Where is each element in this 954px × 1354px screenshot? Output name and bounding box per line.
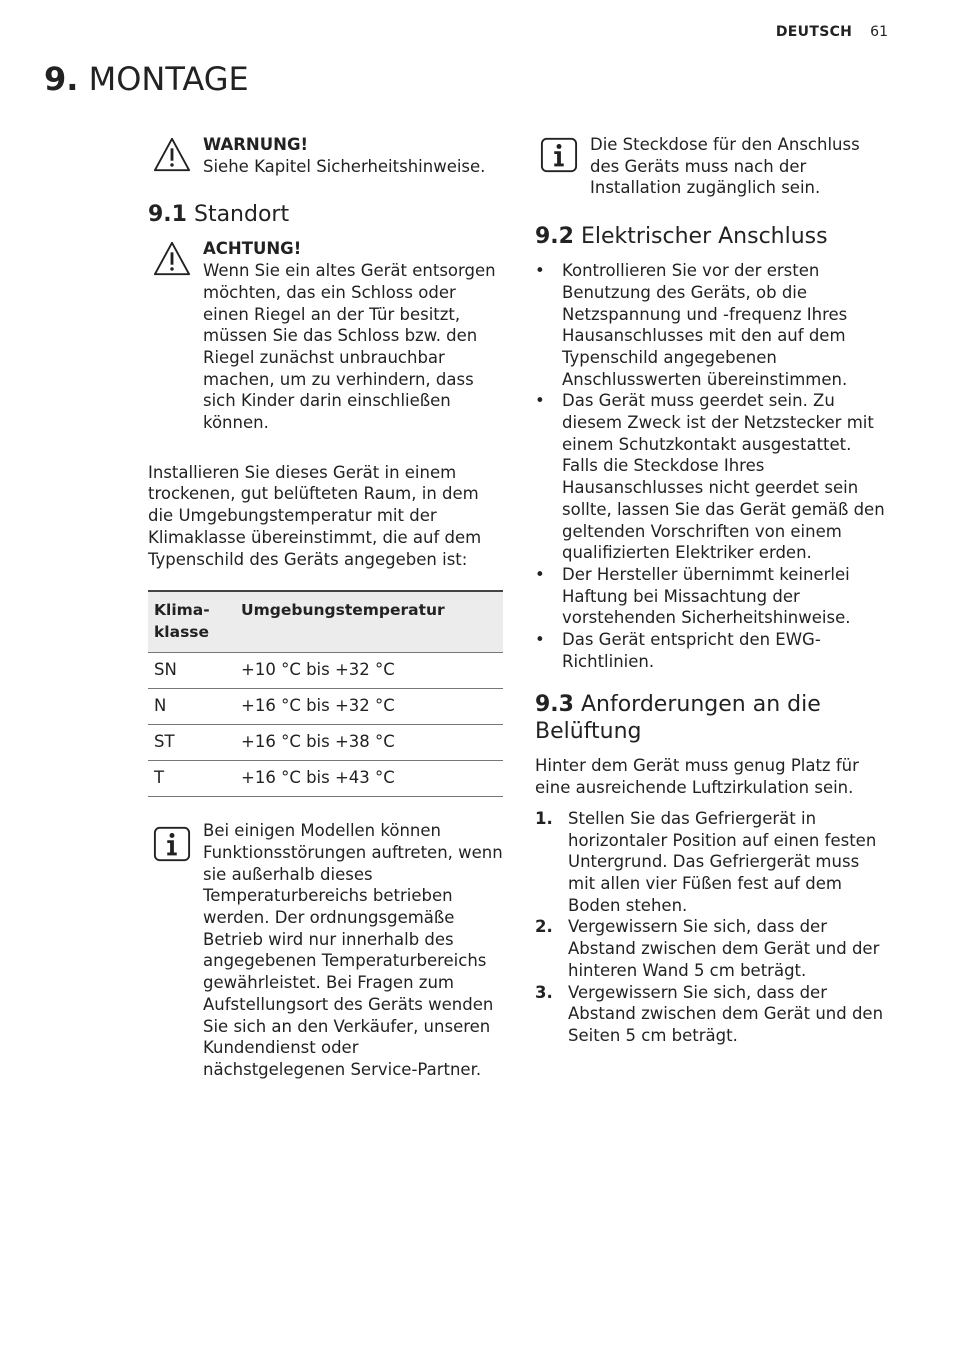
table-cell-class: SN <box>148 653 235 689</box>
step-number: 2. <box>535 917 553 937</box>
info-icon <box>540 136 578 174</box>
table-cell-temperature: +16 °C bis +38 °C <box>235 725 503 761</box>
step-text: Vergewissern Sie sich, dass der Abstand zwischen dem Gerät und den Seiten 5 cm beträgt. <box>568 982 884 1045</box>
step-number: 3. <box>535 982 553 1002</box>
table-cell-temperature: +16 °C bis +32 °C <box>235 689 503 725</box>
bullet-dot: • <box>535 630 545 650</box>
list-item-text: Das Gerät muss geerdet sein. Zu diesem Zweck ist der Netzstecker mit einem Schutzkontakt ausgestattet. Falls die Steckdose Ihres Hausanschlusses nicht geerdet sein sollte, lassen Sie das Gerät gemäß den geltenden Vorschriften von einem qualifizierten Elektriker erden. <box>562 391 885 563</box>
standort-intro: Installieren Sie dieses Gerät in einem trockenen, gut belüfteten Raum, in dem die Umgebungstemperatur mit der Klimaklasse übereinstimmt, die auf dem Typenschild des Geräts angegeben ist: <box>148 462 482 569</box>
section-title: Elektrischer Anschluss <box>580 224 828 250</box>
ventilation-intro: Hinter dem Gerät muss genug Platz für eine ausreichende Luftzirkulation sein. <box>535 756 859 798</box>
table-row <box>148 689 503 725</box>
step-number: 1. <box>535 808 553 828</box>
step-text: Stellen Sie das Gefriergerät in horizontaler Position auf einen festen Untergrund. Das Gefriergerät muss mit allen vier Füßen fest auf dem Boden stehen. <box>568 808 877 915</box>
info-text-temperature: Bei einigen Modellen können Funktionsstörungen auftreten, wenn sie außerhalb dieses Temperaturbereichs betrieben werden. Der ordnungsgemäße Betrieb wird nur innerhalb des angegebenen Temperaturbereichs gewährleistet. Bei Fragen zum Aufstellungsort des Geräts wenden Sie sich an den Verkäufer, unseren Kundendienst oder nächstgelegenen Service-Partner. <box>203 821 503 1079</box>
table-row <box>148 725 503 761</box>
section-title: Standort <box>193 202 290 228</box>
caution-notice <box>148 238 503 433</box>
list-item-text: Der Hersteller übernimmt keinerlei Haftung bei Missachtung der vorstehenden Sicherheitshinweise. <box>562 564 851 628</box>
bullet-dot: • <box>535 391 545 411</box>
left-column <box>148 134 503 1101</box>
section-number: 9.2 <box>535 224 574 250</box>
header-language: DEUTSCH <box>775 24 853 40</box>
warning-triangle-icon <box>153 136 191 174</box>
section-number: 9.3 <box>535 692 574 718</box>
list-item-text: Das Gerät entspricht den EWG-Richtlinien. <box>562 630 821 671</box>
bullet-dot: • <box>535 564 545 584</box>
warning-notice <box>148 134 503 177</box>
list-item <box>535 982 887 1047</box>
section-number: 9.1 <box>148 202 187 228</box>
right-column <box>535 134 887 1047</box>
page-header <box>776 24 888 40</box>
list-item <box>535 808 887 917</box>
section-heading-9-3 <box>535 691 887 745</box>
table-row <box>148 653 503 689</box>
table-cell-class: N <box>148 689 235 725</box>
step-text: Vergewissern Sie sich, dass der Abstand zwischen dem Gerät und der hinteren Wand 5 cm beträgt. <box>568 917 880 980</box>
climate-class-table <box>148 590 503 797</box>
section-heading-9-1 <box>148 201 503 228</box>
list-item <box>535 390 887 564</box>
caution-title: ACHTUNG! <box>203 239 302 259</box>
ventilation-steps-list <box>535 808 887 1047</box>
list-item <box>535 564 887 629</box>
table-cell-temperature: +10 °C bis +32 °C <box>235 653 503 689</box>
info-notice-socket <box>535 134 887 199</box>
section-title: Anforderungen an die Belüftung <box>535 692 821 745</box>
table-cell-class: ST <box>148 725 235 761</box>
caution-text: Wenn Sie ein altes Gerät entsorgen möchten, das ein Schloss oder einen Riegel an der Tür besitzt, müssen Sie das Schloss bzw. den Riegel zunächst unbrauchbar machen, um zu verhindern, dass sich Kinder darin einschließen können. <box>203 261 496 433</box>
table-row <box>148 761 503 797</box>
column-header-ambient-temperature: Umgebungstemperatur <box>235 591 503 653</box>
bullet-dot: • <box>535 261 545 281</box>
chapter-title <box>44 60 249 98</box>
chapter-number: 9. <box>44 60 79 98</box>
info-text-socket: Die Steckdose für den Anschluss des Geräts muss nach der Installation zugänglich sein. <box>590 135 860 198</box>
column-header-climate-class: Klima- klasse <box>148 591 235 653</box>
table-cell-class: T <box>148 761 235 797</box>
warning-triangle-icon <box>153 240 191 278</box>
page-number: 61 <box>870 24 888 40</box>
info-notice-temperature <box>148 813 503 1080</box>
table-header-row <box>148 591 503 653</box>
list-item-text: Kontrollieren Sie vor der ersten Benutzung des Geräts, ob die Netzspannung und -frequenz Ihres Hausanschlusses mit den auf dem Typenschild angegebenen Anschlusswerten übereinstimmen. <box>562 261 848 389</box>
table-cell-temperature: +16 °C bis +43 °C <box>235 761 503 797</box>
info-icon <box>153 825 191 863</box>
list-item <box>535 916 887 981</box>
warning-title: WARNUNG! <box>203 135 309 154</box>
warning-text: Siehe Kapitel Sicherheitshinweise. <box>203 156 486 176</box>
list-item <box>535 260 887 390</box>
chapter-title-text: MONTAGE <box>88 60 249 98</box>
electrical-bullet-list <box>535 260 887 672</box>
section-heading-9-2 <box>535 223 887 250</box>
list-item <box>535 629 887 672</box>
